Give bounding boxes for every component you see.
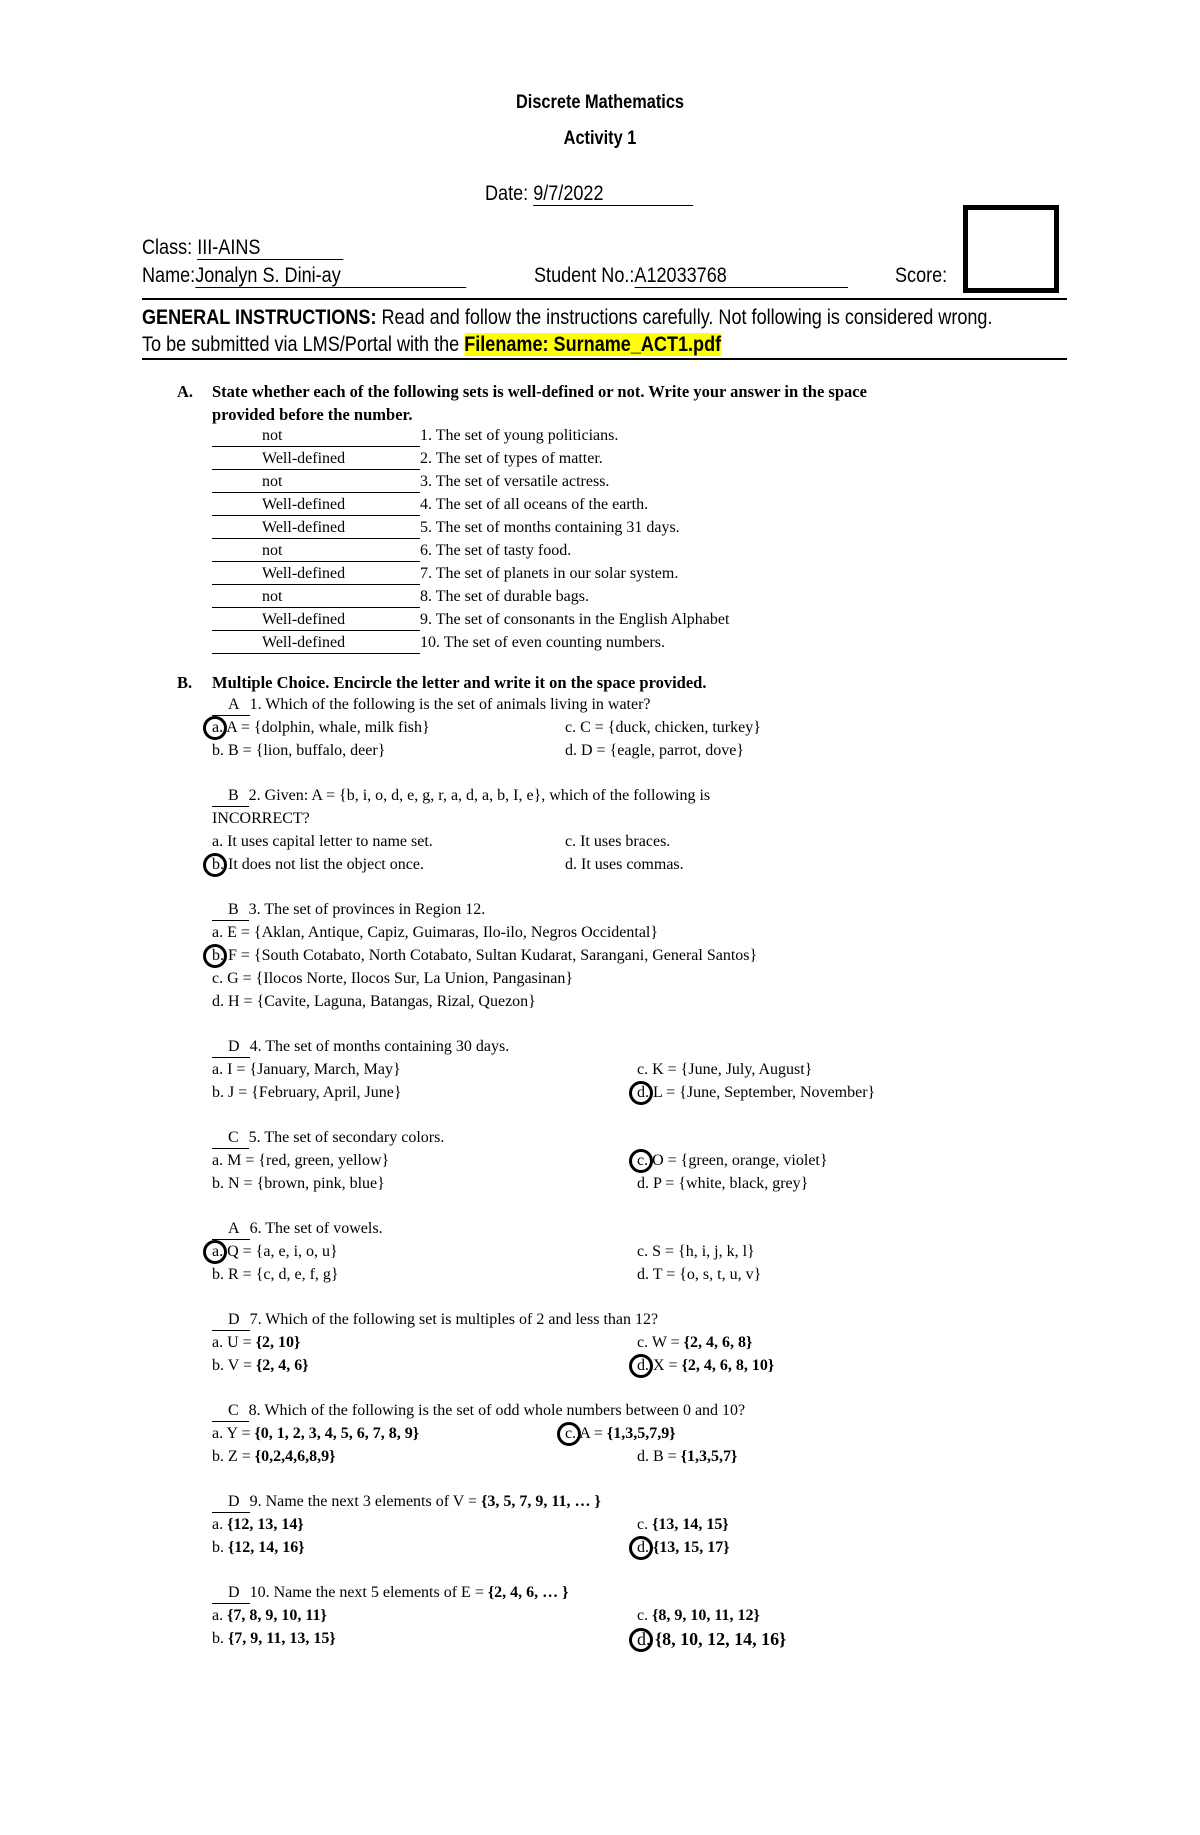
answer-circle [629,1536,653,1560]
answer-blank: Well-defined [262,450,346,467]
choice-d: d. It uses commas. [565,856,684,873]
choice-set: {8, 9, 10, 11, 12} [652,1607,760,1624]
answer-blank: B [212,786,249,807]
question-2-cont: INCORRECT? [212,810,310,827]
choice-c: c. It uses braces. [565,833,671,850]
choice-b: b. It does not list the object once. [212,856,424,873]
choice-c [637,1606,760,1626]
choice-b [212,1629,336,1649]
list-item [212,610,729,631]
choice-c [565,1424,676,1444]
answer-blank: not [262,542,283,559]
date-line [485,182,693,206]
question-5 [212,1128,444,1149]
answer-blank: Well-defined [262,496,346,513]
answer-blank: D [212,1310,250,1331]
item-text: 2. The set of types of matter. [420,450,603,467]
choice-b: b. B = {lion, buffalo, deer} [212,742,386,759]
choice-d: d. D = {eagle, parrot, dove} [565,742,744,759]
choice-d: d. L = {June, September, November} [637,1084,876,1101]
submission-instructions [142,333,721,357]
answer-blank: Well-defined [262,565,346,582]
answer-blank: not [262,473,283,490]
choice-d: d. P = {white, black, grey} [637,1175,809,1192]
list-item [212,495,648,516]
question-text: 5. The set of secondary colors. [248,1129,445,1146]
name-label: Name: [142,264,196,287]
choice-a: a. M = {red, green, yellow} [212,1152,390,1169]
item-text: 9. The set of consonants in the English Alphabet [420,611,730,628]
student-no-value: A12033768 [634,264,727,287]
choice-label: d. X = [637,1357,682,1374]
answer-circle [629,1149,653,1173]
list-item [212,564,678,585]
question-set: {3, 5, 7, 9, 11, … } [481,1493,601,1510]
answer-blank: Well-defined [262,611,346,628]
choice-set: {2, 4, 6} [256,1357,309,1374]
choice-a [212,1424,419,1444]
question-7 [212,1310,658,1331]
choice-set: {2, 10} [255,1334,301,1351]
choice-c: c. O = {green, orange, violet} [637,1152,828,1169]
section-a-prompt: State whether each of the following sets is well-defined or not. Write your answer in the space [212,382,867,401]
question-text: 7. Which of the following set is multiples of 2 and less than 12? [249,1311,659,1328]
question-1 [212,695,651,716]
choice-label: d. B = [637,1448,681,1465]
class-label: Class: [142,236,193,259]
item-text: 3. The set of versatile actress. [420,473,610,490]
choice-set: {1,3,5,7,9} [606,1425,676,1442]
instructions-lead: GENERAL INSTRUCTIONS: [142,306,377,329]
answer-circle [557,1422,581,1446]
item-text: 5. The set of months containing 31 days. [420,519,680,536]
choice-label: a. [212,1516,228,1533]
choice-set: {8, 10, 12, 14, 16} [655,1629,787,1649]
answer-blank: D [212,1492,250,1513]
question-text: 6. The set of vowels. [249,1220,383,1237]
submission-text: To be submitted via LMS/Portal with the [142,333,465,356]
question-3 [212,900,485,921]
class-value: III-AINS [197,236,261,259]
question-text: 8. Which of the following is the set of odd whole numbers between 0 and 10? [248,1402,746,1419]
choice-set: {0, 1, 2, 3, 4, 5, 6, 7, 8, 9} [254,1425,420,1442]
choice-set: {7, 9, 11, 13, 15} [228,1630,336,1647]
question-text: 9. Name the next 3 elements of V = [249,1493,482,1510]
item-text: 10. The set of even counting numbers. [420,634,665,651]
choice-label: c. [637,1607,653,1624]
choice-b: b. N = {brown, pink, blue} [212,1175,385,1192]
item-text: 8. The set of durable bags. [420,588,589,605]
answer-circle [203,853,227,877]
list-item [212,426,618,447]
score-label: Score: [895,264,948,287]
name-line [142,264,466,288]
answer-circle [203,716,227,740]
choice-c [637,1333,752,1353]
choice-a: a. I = {January, March, May} [212,1061,401,1078]
choice-a: a. It uses capital letter to name set. [212,833,433,850]
section-a-prompt-cont: provided before the number. [212,405,413,424]
question-6 [212,1219,383,1240]
question-text: 3. The set of provinces in Region 12. [248,901,486,918]
date-value: 9/7/2022 [533,182,604,205]
section-b-prompt: Multiple Choice. Encircle the letter and write it on the space provided. [212,673,707,692]
list-item [212,518,680,539]
choice-set: {7, 8, 9, 10, 11} [227,1607,327,1624]
instructions-text: Read and follow the instructions carefully. Not following is considered wrong. [376,306,993,329]
choice-d: d. T = {o, s, t, u, v} [637,1266,762,1283]
choice-c: c. G = {Ilocos Norte, Ilocos Sur, La Union, Pangasinan} [212,970,574,987]
choice-c: c. C = {duck, chicken, turkey} [565,719,761,736]
choice-set: {12, 14, 16} [228,1539,305,1556]
answer-blank: D [212,1037,250,1058]
document-title: Discrete Mathematics [515,92,685,113]
choice-label: b. [212,1539,228,1556]
choice-set: {2, 4, 6, 8} [683,1334,753,1351]
choice-label: d. [637,1539,653,1556]
choice-a [212,1515,304,1535]
choice-a: a. E = {Aklan, Antique, Capiz, Guimaras, Ilo-ilo, Negros Occidental} [212,924,659,941]
choice-set: {1,3,5,7} [680,1448,738,1465]
list-item [212,449,603,470]
item-text: 4. The set of all oceans of the earth. [420,496,649,513]
choice-b: b. R = {c, d, e, f, g} [212,1266,339,1283]
choice-label: c. A = [565,1425,607,1442]
choice-d [637,1447,737,1467]
student-no-line [534,264,848,288]
choice-a: a. A = {dolphin, whale, milk fish} [212,719,430,736]
score-box [963,205,1059,293]
choice-set: {0,2,4,6,8,9} [254,1448,336,1465]
filename-highlight: Filename: Surname_ACT1.pdf [464,333,722,356]
answer-blank: Well-defined [262,634,346,651]
question-2 [212,786,710,807]
choice-label: a. U = [212,1334,256,1351]
item-text: 6. The set of tasty food. [420,542,572,559]
class-line [142,236,343,260]
question-text: 1. Which of the following is the set of animals living in water? [249,696,651,713]
divider-top [142,298,1067,300]
choice-label: a. [212,1607,228,1624]
question-text: 2. Given: A = {b, i, o, d, e, g, r, a, d, a, b, I, e}, which of the following is [248,787,711,804]
choice-label: b. V = [212,1357,256,1374]
answer-circle [203,944,227,968]
answer-blank: not [262,427,283,444]
choice-set: {2, 4, 6, 8, 10} [681,1357,775,1374]
choice-d [637,1356,774,1376]
section-a-letter: A. [177,382,194,401]
item-text: 7. The set of planets in our solar system. [420,565,679,582]
choice-c: c. S = {h, i, j, k, l} [637,1243,755,1260]
choice-set: {12, 13, 14} [227,1516,304,1533]
choice-d: d. H = {Cavite, Laguna, Batangas, Rizal, Quezon} [212,993,536,1010]
question-4 [212,1037,509,1058]
activity-title: Activity 1 [563,128,637,149]
choice-label: b. [212,1630,228,1647]
divider-bottom [142,358,1067,360]
answer-blank: not [262,588,283,605]
choice-d [637,1629,786,1649]
choice-b: b. J = {February, April, June} [212,1084,402,1101]
list-item [212,541,571,562]
name-value: Jonalyn S. Dini-ay [195,264,341,287]
choice-b: b. F = {South Cotabato, North Cotabato, Sultan Kudarat, Sarangani, General Santos} [212,947,758,964]
question-text: 10. Name the next 5 elements of E = [249,1584,488,1601]
question-text: 4. The set of months containing 30 days. [249,1038,510,1055]
list-item [212,633,665,654]
choice-a [212,1606,327,1626]
answer-blank: B [212,900,249,921]
question-set: {2, 4, 6, … } [487,1584,569,1601]
choice-a: a. Q = {a, e, i, o, u} [212,1243,338,1260]
choice-label: b. Z = [212,1448,255,1465]
date-label: Date: [485,182,529,205]
general-instructions [142,306,992,330]
answer-blank: C [212,1401,249,1422]
choice-label: c. [637,1516,653,1533]
answer-blank: D [212,1583,250,1604]
choice-b [212,1538,305,1558]
choice-set: {13, 14, 15} [652,1516,729,1533]
answer-circle [629,1354,653,1378]
list-item [212,587,589,608]
question-9 [212,1492,601,1513]
choice-c: c. K = {June, July, August} [637,1061,813,1078]
item-text: 1. The set of young politicians. [420,427,619,444]
choice-set: {13, 15, 17} [653,1539,730,1556]
answer-blank: A [212,695,250,716]
answer-circle [203,1240,227,1264]
choice-b [212,1356,309,1376]
answer-blank: C [212,1128,249,1149]
list-item [212,472,609,493]
student-no-label: Student No.: [534,264,635,287]
answer-circle [629,1628,653,1652]
choice-label: d. [637,1629,655,1649]
choice-label: a. Y = [212,1425,255,1442]
section-b-letter: B. [177,673,193,692]
choice-b [212,1447,335,1467]
answer-circle [629,1081,653,1105]
choice-c [637,1515,729,1535]
choice-a [212,1333,300,1353]
question-10 [212,1583,568,1604]
answer-blank: A [212,1219,250,1240]
question-8 [212,1401,745,1422]
answer-blank: Well-defined [262,519,346,536]
choice-label: c. W = [637,1334,684,1351]
